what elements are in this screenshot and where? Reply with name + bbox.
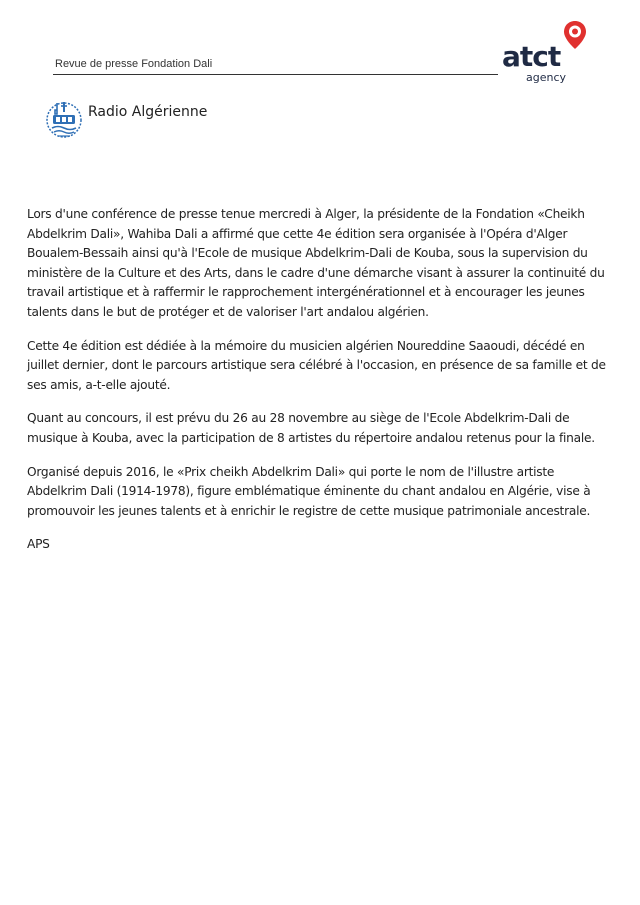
article-paragraph: Organisé depuis 2016, le «Prix cheikh Abdelkrim Dali» qui porte le nom de l'illustre artiste Abdelkrim Dali (1914-1978), figure emblématique éminente du chant andalou en Algérie, vise à promouvoir les jeunes talents et à enrichir le registre de cette musique patrimoniale ancestrale. (27, 464, 591, 518)
article-paragraph: Cette 4e édition est dédiée à la mémoire du musicien algérien Noureddine Saaoudi, décédé en juillet dernier, dont le parcours artistique sera célébré à l'occasion, en présence de sa famille et de ses amis, a-t-elle ajouté. (27, 338, 606, 392)
brand-logo (500, 30, 595, 90)
article-paragraph: Quant au concours, il est prévu du 26 au 28 novembre au siège de l'Ecole Abdelkrim-Dali de musique à Kouba, avec la participation de 8 artistes du répertoire andalou retenus pour la finale. (27, 411, 595, 445)
brand-name: atct (502, 40, 561, 73)
header-rule (53, 74, 498, 75)
location-pin-icon (562, 20, 588, 50)
article-body (27, 205, 617, 569)
brand-sub: agency (526, 71, 567, 84)
source-name: Radio Algérienne (88, 104, 208, 120)
radio-algerienne-emblem-icon (44, 98, 84, 142)
header-label: Revue de presse Fondation Dali (55, 58, 213, 70)
article-paragraph: Lors d'une conférence de presse tenue mercredi à Alger, la présidente de la Fondation «Cheikh Abdelkrim Dali», Wahiba Dali a affirmé que cette 4e édition sera organisée à l'Opéra d'Alger Boualem-Bessaih ainsi qu'à l'Ecole de musique Abdelkrim-Dali de Kouba, sous la supervision du ministère de la Culture et des Arts, dans le cadre d'une démarche visant à assurer la continuité du travail artistique et à raffermir le rapprochement intergénérationnel et à encourager les jeunes talents dans le but de protéger et de valoriser l'art andalou algérien. (27, 207, 605, 319)
article-credit: APS (27, 537, 50, 552)
